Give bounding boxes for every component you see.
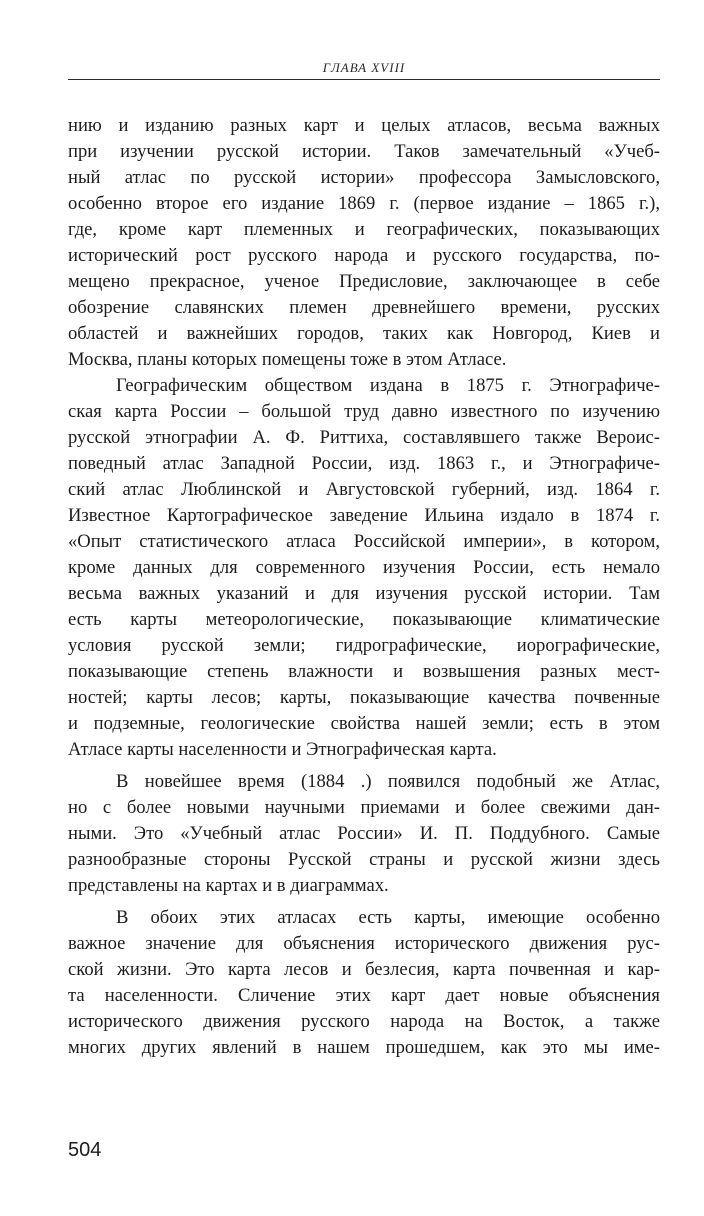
text-line: разнообразные стороны Русской страны и русской жизни здесь (68, 849, 660, 870)
paragraph-2 (68, 373, 660, 763)
text-line: ный атлас по русской истории» профессора Замысловского, (68, 167, 660, 188)
paragraph-4 (68, 905, 660, 1061)
text-line: весьма важных указаний и для изучения русской истории. Там (68, 583, 660, 604)
text-line: условия русской земли; гидрографические, иорографические, (68, 635, 660, 656)
text-line: кроме данных для современного изучения России, есть немало (68, 557, 660, 578)
text-line: при изучении русской истории. Таков замечательный «Учеб- (68, 141, 660, 162)
text-line: важное значение для объяснения исторического движения рус- (68, 933, 660, 954)
header-rule (68, 79, 660, 80)
text-line: «Опыт статистического атласа Российской империи», в котором, (68, 531, 660, 552)
text-line: Известное Картографическое заведение Ильина издало в 1874 г. (68, 505, 660, 526)
text-line: особенно второе его издание 1869 г. (первое издание – 1865 г.), (68, 193, 660, 214)
text-line: исторический рост русского народа и русского государства, по- (68, 245, 660, 266)
text-line: та населенности. Сличение этих карт дает новые объяснения (68, 985, 660, 1006)
text-line: Атласе карты населенности и Этнографическая карта. (68, 739, 497, 760)
text-line: В новейшее время (1884 .) появился подобный же Атлас, (116, 771, 660, 792)
text-line: есть карты метеорологические, показывающие климатические (68, 609, 660, 630)
text-line: показывающие степень влажности и возвышения разных мест- (68, 661, 660, 682)
body-text (68, 113, 660, 1061)
text-line: ностей; карты лесов; карты, показывающие качества почвенные (68, 687, 660, 708)
text-line: поведный атлас Западной России, изд. 1863 г., и Этнографиче- (68, 453, 660, 474)
text-line: русской этнографии А. Ф. Риттиха, составлявшего также Вероис- (68, 427, 660, 448)
text-line: ская карта России – большой труд давно известного по изучению (68, 401, 660, 422)
text-line: но с более новыми научными приемами и более свежими дан- (68, 797, 660, 818)
paragraph-1 (68, 113, 660, 373)
text-line: мещено прекрасное, ученое Предисловие, заключающее в себе (68, 271, 660, 292)
text-line: В обоих этих атласах есть карты, имеющие особенно (116, 907, 660, 928)
text-line: Географическим обществом издана в 1875 г. Этнографиче- (116, 375, 660, 396)
text-line: обозрение славянских племен древнейшего времени, русских (68, 297, 660, 318)
paragraph-3 (68, 769, 660, 899)
text-line: нию и изданию разных карт и целых атласов, весьма важных (68, 115, 660, 136)
text-line: Москва, планы которых помещены тоже в этом Атласе. (68, 349, 507, 370)
text-line: многих других явлений в нашем прошедшем, как это мы име- (68, 1037, 660, 1058)
text-line: где, кроме карт племенных и географических, показывающих (68, 219, 660, 240)
page-number: 504 (68, 1139, 102, 1161)
running-head: ГЛАВА XVIII (322, 60, 406, 75)
text-line: исторического движения русского народа на Восток, а также (68, 1011, 660, 1032)
text-line: представлены на картах и в диаграммах. (68, 875, 389, 896)
text-line: и подземные, геологические свойства нашей земли; есть в этом (68, 713, 660, 734)
text-line: ский атлас Люблинской и Августовской губерний, изд. 1864 г. (68, 479, 660, 500)
text-line: областей и важнейших городов, таких как Новгород, Киев и (68, 323, 660, 344)
text-line: ными. Это «Учебный атлас России» И. П. Поддубного. Самые (68, 823, 660, 844)
text-line: ской жизни. Это карта лесов и безлесия, карта почвенная и кар- (68, 959, 660, 980)
